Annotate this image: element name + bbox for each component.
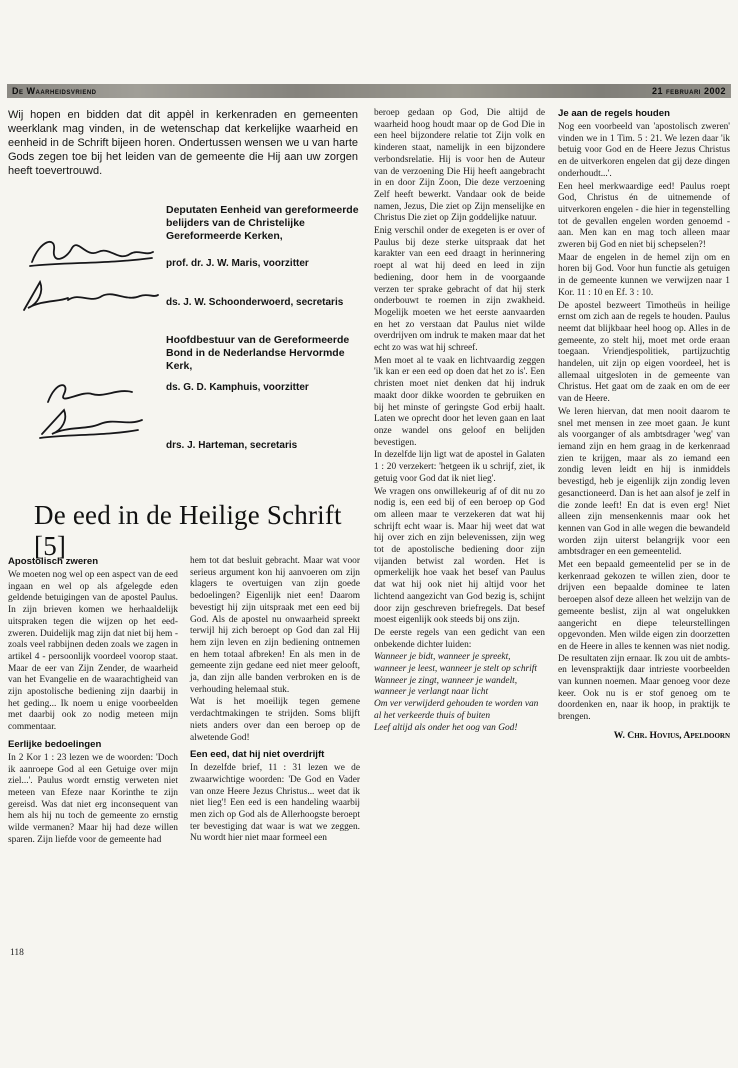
poem-line: Om ver verwijderd gehouden te worden van al het verkeerde thuis of buiten: [374, 699, 539, 721]
page-number: 118: [10, 948, 24, 958]
masthead-date: 21 februari 2002: [651, 86, 726, 96]
signatory-name: drs. J. Harteman, secretaris: [166, 440, 298, 451]
subhead: Een eed, dat hij niet overdrijft: [190, 749, 325, 761]
article-column-2: [190, 556, 360, 846]
signature-image: [14, 278, 162, 316]
signatory-name: ds. G. D. Kamphuis, voorzitter: [166, 382, 309, 393]
paragraph: In 2 Kor 1 : 23 lezen we de woorden: 'Doch ik aanroepe God al een Getuige over mijn ziel...'. Paulus wordt ernstig verweten niet meteen van Efeze naar Korinthe te zijn gereisd. Was dat niet erg inconsequent van hem als hij nu toch de gemeente zo ernstig wilde vermanen? Maar hij had deze willen sparen. Zijn liefde voor de gemeente had: [8, 752, 178, 845]
paragraph: De apostel bezweert Timotheüs in heilige ernst om zich aan de regels te houden. Paulus neemt dat blijkbaar heel hoog op. Alles in de gemeente, zo stelt hij, moet met orde eraan toegaan. Vriendjespolitiek, partijzuchtig handelen, uit zijn op eigen voordeel, het is allemaal uitgesloten in de gemeente van Christus. Het gaat om de zaak en om de eer van de Heere.: [558, 300, 730, 405]
paragraph: We vragen ons onwillekeurig af of dit nu zo nodig is, een eed bij of een beroep op God om alleen maar te verzekeren dat wat hij schrijft echt waar is. Maar hij weet dat wat hij over zich en zijn belevenissen, zijn weg tot de apostolische bediening door zijn vijanden betwist zal worden. Het is opmerkelijk hoe vaak het besef van Paulus dat wat hij ook niet hij altijd voor het lichtend aangezicht van God bezig is, schijnt door zijn geschreven briefregels. Dat besef moest eigenlijk ook steeds bij ons zijn.: [374, 486, 545, 626]
paragraph: We moeten nog wel op een aspect van de eed ingaan en wel op als afgelegde eden geldende betuigingen van de apostel Paulus. In zijn brieven komen we herhaaldelijk uitspraken tegen die wijzen op het eed-zweren. Duidelijk mag zijn dat niet bij hem - zoals veel rabbijnen deden zoals we zagen in artikel 4 - persoonlijk voordeel voorop staat. Maar de eer van Zijn Zender, de waarheid van het Evangelie en de waarachtigheid van zijn apostolische bediening zijn daarbij in het geding... Ik noem u enige voorbeelden met daarbij ook zo nodig meteen mijn commentaar.: [8, 570, 178, 733]
poem-line: Leef altijd als onder het oog van God!: [374, 722, 518, 733]
paragraph: Nog een voorbeeld van 'apostolisch zweren' vinden we in 1 Tim. 5 : 21. We lezen daar 'ik betuig voor God en de Heere Jezus Christus en de uitverkoren engelen dat gij deze dingen onderhoudt...'.: [558, 122, 730, 179]
paragraph: De eerste regels van een gedicht van een onbekende dichter luiden:: [374, 627, 545, 650]
subhead: Je aan de regels houden: [558, 108, 670, 119]
headline: De eed in de Heilige Schrift [5]: [34, 500, 342, 561]
paragraph: Maar de engelen in de hemel zijn om en horen bij God. Voor hun functie als getuigen in de gemeente kunnen we verwijzen naar 1 Kor. 11 : 10 en Ef. 3 : 10.: [558, 252, 730, 298]
article-column-4: [558, 108, 730, 742]
poem-line: Wanneer je zingt, wanneer je wandelt, wanneer je verlangt naar licht: [374, 675, 518, 698]
paragraph: We leren hiervan, dat men nooit daarom te snel met mensen in zee moet gaan. Je kunt als voorganger of als ambtsdrager 'weg' van iemand zijn en hem graag in de kerkenraad zien te krijgen, maar als zo iemand een zondig leven leidt en hij is inmiddels bevestigd, heb je eigenlijk zijn zondig leven gesanctioneerd. Dan is het aan alsof je zelf in die zonde leeft! En dat is even erg! Niet alleen zijn mensenkennis maar ook het kennen van God in alle wegen die bewandeld worden zijn uiterst belangrijk voor een ambtsdrager en een gemeentelid.: [558, 406, 730, 558]
paragraph: Wat is het moeilijk tegen gemene verdachtmakingen te strijden. Soms blijft niets anders over dan een beroep op de alwetende God!: [190, 697, 360, 743]
signature-block: [8, 196, 362, 466]
signatory-name: prof. dr. J. W. Maris, voorzitter: [166, 258, 309, 269]
subhead: Eerlijke bedoelingen: [8, 738, 102, 750]
signature-image: [26, 232, 158, 274]
org-name: Hoofdbestuur van de Gereformeerde Bond in de Nederlandse Hervormde Kerk,: [166, 334, 350, 372]
article-column-1: [8, 556, 178, 847]
paragraph: Met een bepaald gemeentelid per se in de kerkenraad gekozen te willen zien, door te drijven een bepaalde dominee te laten beroepen alsof deze alleen het welzijn van de gemeente beslist, zijn al wat ongelukken aangericht en diepe teleurstellingen opgevonden. Men wilde eigen zin doorzetten en de Heere in alles te kennen was niet nodig. De resultaten zijn ernaar. Ik zou uit de ambts- en levenspraktijk daar intrieste voorbeelden van kunnen noemen. Maar genoeg voor deze keer. Ook nu is er stof genoeg om te doordenken en, naar ik hoop, in praktijk te brengen.: [558, 560, 730, 723]
masthead: [7, 84, 731, 98]
paragraph: hem tot dat besluit gebracht. Maar wat voor serieus argument kon hij aanvoeren om zijn klagers te overtuigen van zijn goede bedoelingen? Eigenlijk niet een! Daarom bevestigt hij zijn uitspraak met een eed bij God. Als de apostel nu onwaarheid spreekt terwijl hij zich beroept op God dan zal Hij hem zijn leven en zijn bediening ontnemen en hem totaal afbreken! En als men in de gemeente zijn gedane eed niet meer gelooft, ja, dan zijn alle banden verbroken en is de verhouding helemaal stuk.: [190, 556, 360, 695]
paragraph: In dezelfde brief, 11 : 31 lezen we de zwaarwichtige woorden: 'De God en Vader van onze Heere Jezus Christus... weet dat ik niet lieg'! Een eed is een handeling waarbij men zich op God als de Allerhoogste beroept ter bevestiging dat waar is wat we zeggen. Nu wordt hier niet maar formeel een: [190, 763, 360, 844]
intro-paragraph: Wij hopen en bidden dat dit appèl in kerkenraden en gemeenten weerklank mag vinden, in de wetenschap dat kerkelijke waarheid en eenheid in de Schrift bijeen horen. Ondertussen wensen we u van harte Gods zegen toe bij het leiden van de gemeente die Hij aan uw zorgen heeft toevertrouwd.: [8, 109, 358, 177]
paragraph: Men moet al te vaak en lichtvaardig zeggen 'ik kan er een eed op doen dat het zo is'. Een christen moet niet denken dat hij indruk maakt door dikke woorden te gebruiken en bij het minste of geringste God erbij haalt. Laten we oprecht door het leven gaan en laat onze wandel ons geloof en belijden bevestigen.: [374, 355, 545, 448]
article-column-3: [374, 108, 545, 734]
signatory-name: ds. J. W. Schoonderwoerd, secretaris: [166, 297, 344, 308]
poem-line: Wanneer je bidt, wanneer je spreekt, wanneer je leest, wanneer je stelt op schrift: [374, 652, 537, 675]
byline: W. Chr. Hovius, Apeldoorn: [613, 729, 730, 741]
subhead: Apostolisch zweren: [8, 556, 99, 567]
masthead-title: De Waarheidsvriend: [12, 86, 97, 96]
paragraph: Enig verschil onder de exegeten is er over of Paulus bij deze sterke uitspraak dat het karakter van een eed draagt in herinnering roept al wat hij deed en leed in zijn bediening, door hem in de voorgaande verzen ter sprake gebracht of dat hij sterk onderbouwt te roemen in zijn zwakheid. Mogelijk moeten we het eerste aanvaarden en het zo verstaan dat Paulus niet wilde overdrijven om indruk te maken maar dat het echt zo was wat hij schreef.: [374, 226, 545, 354]
paragraph: Een heel merkwaardige eed! Paulus roept God, Christus én de uitnemende of uitverkoren engelen - die hier in tegenstelling tot de gevallen engelen worden genoemd - aan. Men kan en mag toch alleen maar zweren bij God en niet bij schepselen?!: [558, 181, 730, 251]
org-name: Deputaten Eenheid van gereformeerde belijders van de Christelijke Gereformeerde Kerken,: [166, 204, 359, 242]
paragraph: beroep gedaan op God, Die altijd de waarheid hoog houdt maar op de God Die in een heel bijzondere relatie tot Zijn volk en kinderen staat, namelijk in een bijzondere verbondsrelatie. Hij is voor hen de Auteur van de verzoening Die Hij heeft aangebracht in en door Zijn Zoon, Die deze verzoening Zelf heeft bewerkt. Vandaar ook de beide namen, Jezus, Die ziet op Zijn menselijke en Christus Die ziet op Zijn goddelijke natuur.: [374, 108, 545, 224]
paragraph: In dezelfde lijn ligt wat de apostel in Galaten 1 : 20 verzekert: 'hetgeen ik u schrijf, ziet, ik getuig voor God dat ik niet lieg'.: [374, 450, 545, 484]
signature-image: [34, 376, 152, 442]
